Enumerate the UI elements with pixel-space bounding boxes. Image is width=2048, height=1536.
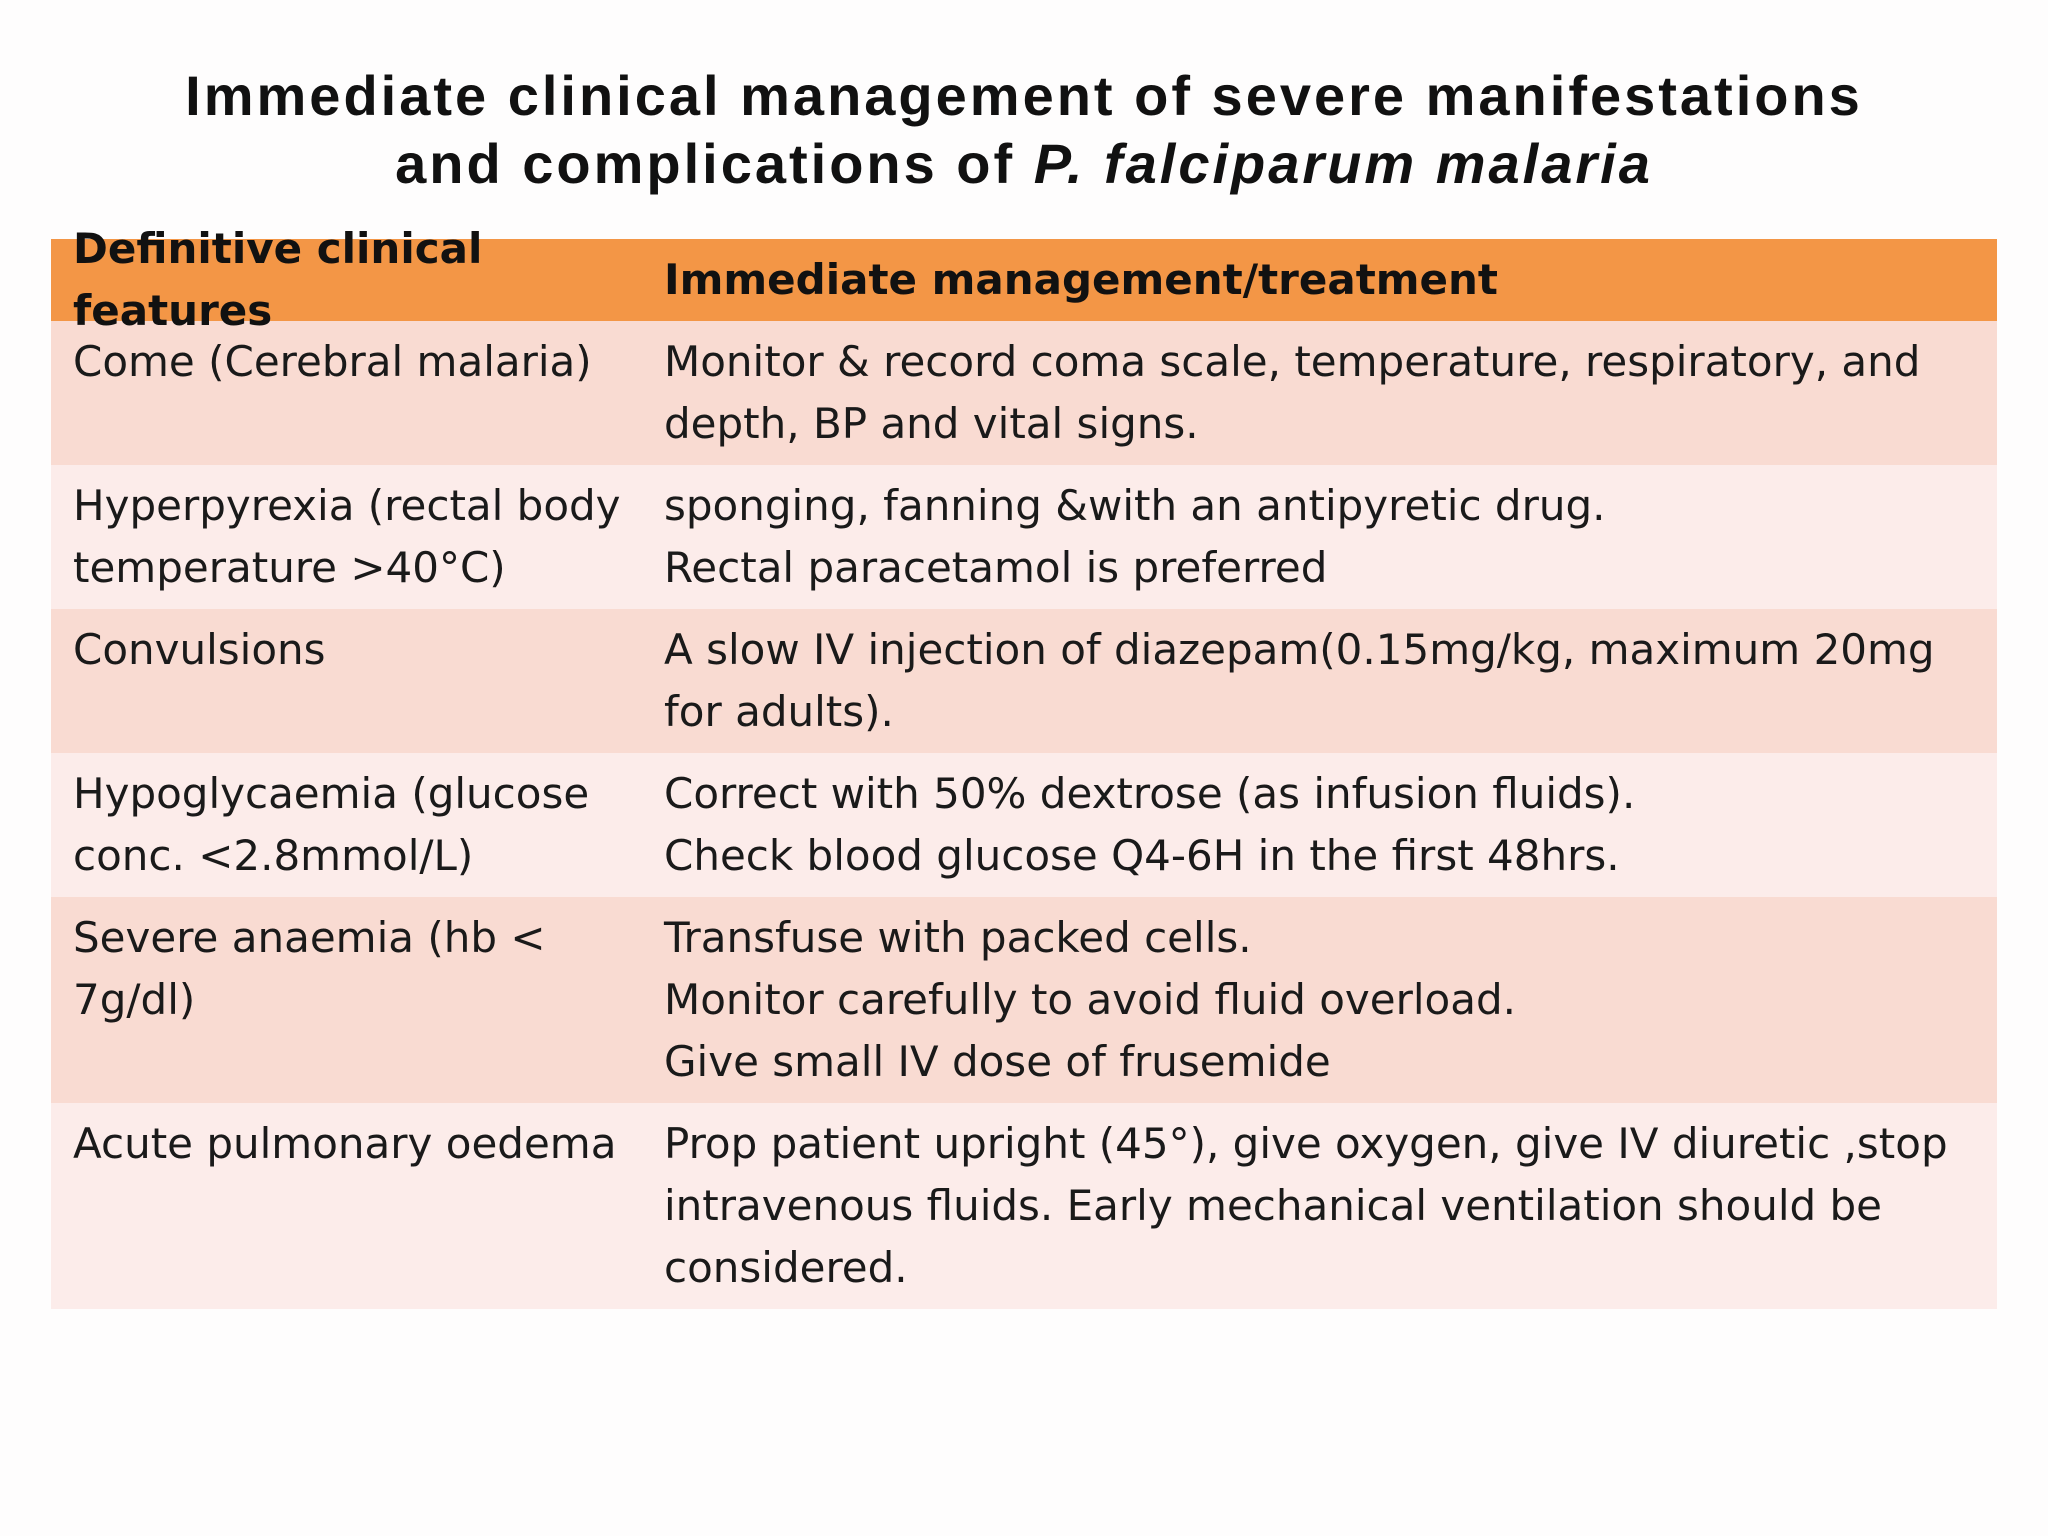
management-line: depth, BP and vital signs. xyxy=(664,399,1199,448)
feature-cell xyxy=(51,1103,664,1309)
management-line: Monitor carefully to avoid fluid overload. xyxy=(664,975,1516,1024)
table-row xyxy=(51,321,1997,465)
title-line-2 xyxy=(0,130,2048,198)
feature-cell xyxy=(51,465,664,609)
management-line: A slow IV injection of diazepam(0.15mg/kg, maximum 20mg xyxy=(664,625,1935,674)
management-line: sponging, fanning &with an antipyretic drug. xyxy=(664,481,1606,530)
management-cell xyxy=(664,609,1997,753)
management-cell xyxy=(664,753,1997,897)
title-species-name: P. falciparum malaria xyxy=(1033,132,1653,195)
feature-cell xyxy=(51,897,664,1103)
slide-title xyxy=(0,62,2048,198)
feature-line: Severe anaemia (hb < xyxy=(73,913,546,962)
header-immediate-management: Immediate management/treatment xyxy=(664,255,1499,304)
table-header-row xyxy=(51,224,1997,335)
management-line: Give small IV dose of frusemide xyxy=(664,1037,1331,1086)
feature-line: temperature >40°C) xyxy=(73,543,506,592)
management-line: Check blood glucose Q4-6H in the first 48hrs. xyxy=(664,831,1620,880)
management-line: intravenous fluids. Early mechanical ventilation should be xyxy=(664,1181,1883,1230)
management-line: Monitor & record coma scale, temperature, respiratory, and xyxy=(664,337,1921,386)
feature-cell xyxy=(51,321,664,465)
management-table xyxy=(51,224,1997,1309)
management-line: Correct with 50% dextrose (as infusion fluids). xyxy=(664,769,1636,818)
feature-line: conc. <2.8mmol/L) xyxy=(73,831,474,880)
feature-line: Acute pulmonary oedema xyxy=(73,1119,617,1168)
management-line: Prop patient upright (45°), give oxygen, give IV diuretic ,stop xyxy=(664,1119,1948,1168)
management-cell xyxy=(664,897,1997,1103)
management-line: Rectal paracetamol is preferred xyxy=(664,543,1328,592)
feature-line: Hypoglycaemia (glucose xyxy=(73,769,590,818)
feature-line: 7g/dl) xyxy=(73,975,196,1024)
feature-cell xyxy=(51,753,664,897)
feature-line: Come (Cerebral malaria) xyxy=(73,337,592,386)
management-cell xyxy=(664,1103,1997,1309)
title-line-1: Immediate clinical management of severe manifestations xyxy=(185,64,1863,127)
management-line: considered. xyxy=(664,1243,908,1292)
table-row xyxy=(51,897,1997,1103)
table-row xyxy=(51,465,1997,609)
title-line-2-prefix: and complications of xyxy=(395,132,1034,195)
feature-line: Hyperpyrexia (rectal body xyxy=(73,481,621,530)
table-row xyxy=(51,753,1997,897)
feature-cell xyxy=(51,609,664,753)
management-line: for adults). xyxy=(664,687,894,736)
feature-line: Convulsions xyxy=(73,625,326,674)
management-cell xyxy=(664,321,1997,465)
table-row xyxy=(51,609,1997,753)
management-line: Transfuse with packed cells. xyxy=(664,913,1252,962)
header-clinical-features: Definitive clinical features xyxy=(73,224,483,335)
table-row xyxy=(51,1103,1997,1309)
management-cell xyxy=(664,465,1997,609)
